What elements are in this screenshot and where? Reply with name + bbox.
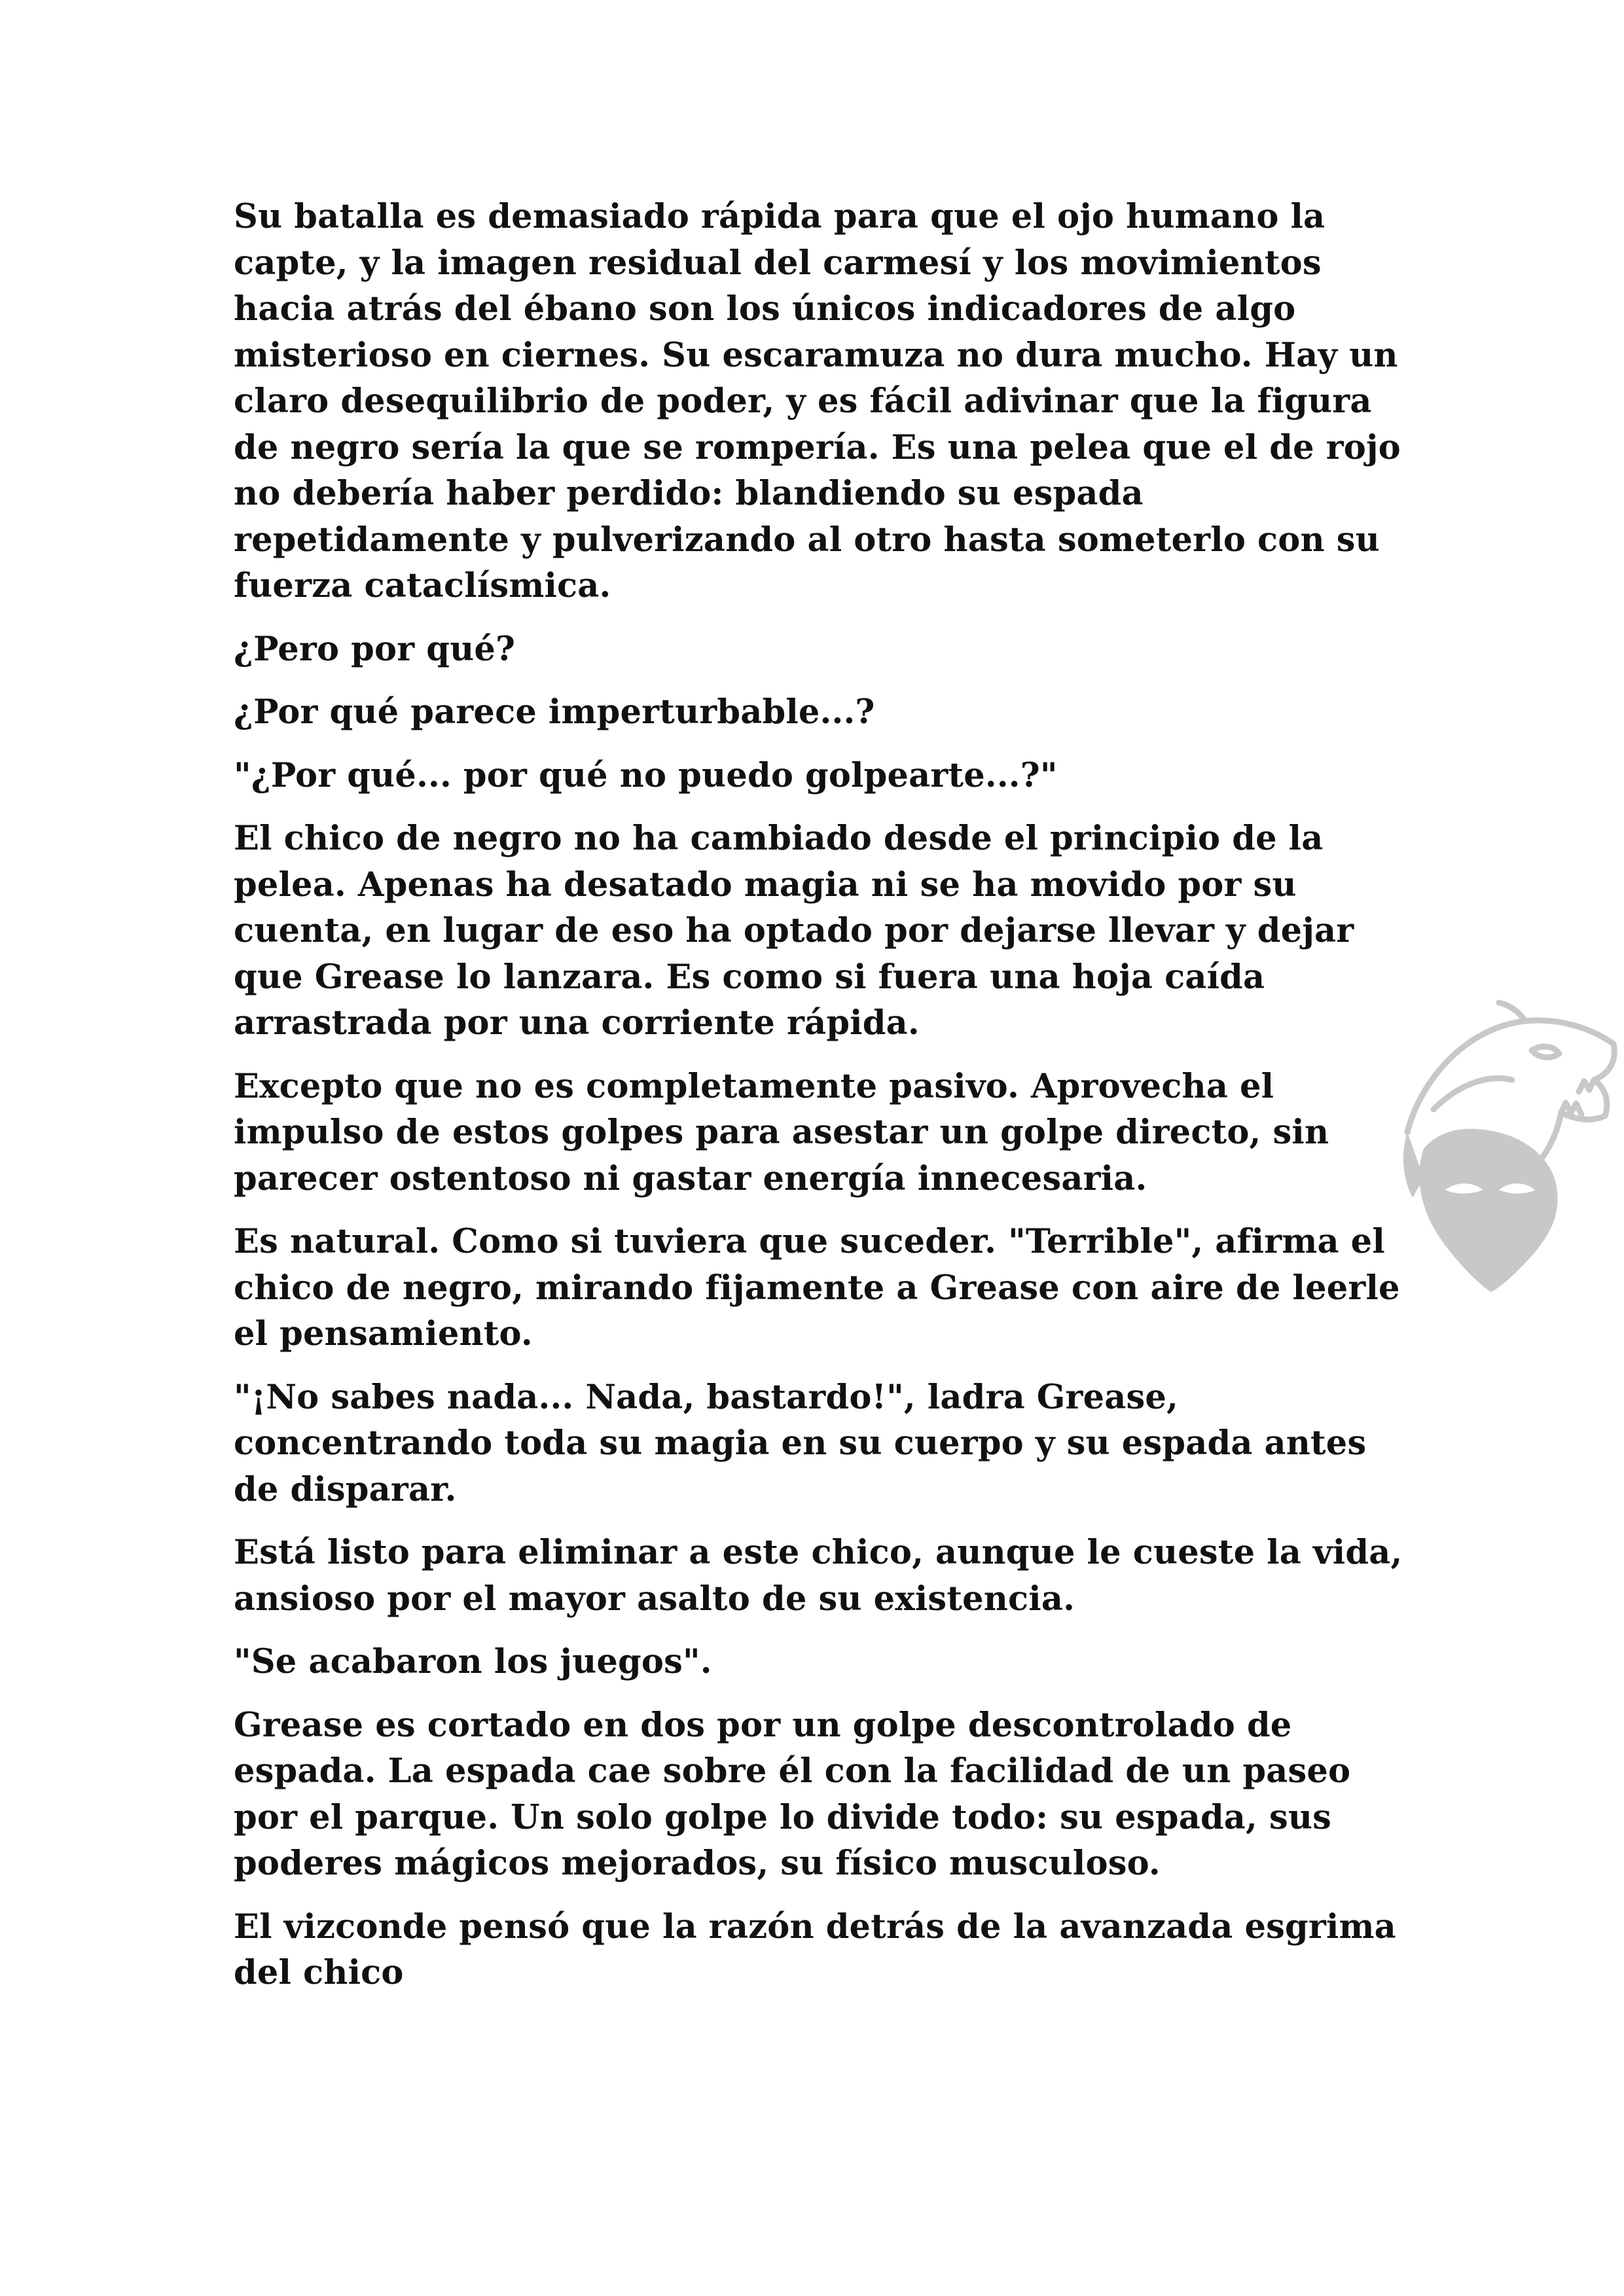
paragraph-5: El chico de negro no ha cambiado desde el principio de la pelea. Apenas ha desatado magia ni se ha movido por su cuenta, en lugar de eso ha optado por dejarse llevar y dejar que Grease lo lanzara. Es como si fuera una hoja caída arrastrada por una corriente rápida. xyxy=(234,819,1354,1043)
paragraph-1: Su batalla es demasiado rápida para que el ojo humano la capte, y la imagen residual del carmesí y los movimientos hacia atrás del ébano son los únicos indicadores de algo misterioso en ciernes. Su escaramuza no dura mucho. Hay un claro desequilibrio de poder, y es fácil adivinar que la figura de negro sería la que se rompería. Es una pelea que el de rojo no debería haber perdido: blandiendo su espada repetidamente y pulverizando al otro hasta someterlo con su fuerza cataclísmica. xyxy=(234,197,1401,605)
dinosaur-logo-icon xyxy=(1394,982,1620,1293)
paragraph-2: ¿Pero por qué? xyxy=(234,629,516,669)
paragraph-9: Está listo para eliminar a este chico, aunque le cueste la vida, ansioso por el mayor asalto de su existencia. xyxy=(234,1533,1403,1619)
paragraph-7: Es natural. Como si tuviera que suceder. "Terrible", afirma el chico de negro, mirando fijamente a Grease con aire de leerle el pensamiento. xyxy=(234,1222,1400,1354)
paragraph-10: "Se acabaron los juegos". xyxy=(234,1642,712,1681)
paragraph-6: Excepto que no es completamente pasivo. Aprovecha el impulso de estos golpes para asestar un golpe directo, sin parecer ostentoso ni gastar energía innecesaria. xyxy=(234,1066,1329,1198)
paragraph-8: "¡No sabes nada... Nada, bastardo!", ladra Grease, concentrando toda su magia en su cuerpo y su espada antes de disparar. xyxy=(234,1377,1367,1509)
body-text xyxy=(234,194,1412,2013)
paragraph-11: Grease es cortado en dos por un golpe descontrolado de espada. La espada cae sobre él con la facilidad de un paseo por el parque. Un solo golpe lo divide todo: su espada, sus poderes mágicos mejorados, su físico musculoso. xyxy=(234,1705,1351,1883)
paragraph-3: ¿Por qué parece imperturbable...? xyxy=(234,692,875,732)
paragraph-12: El vizconde pensó que la razón detrás de la avanzada esgrima del chico xyxy=(234,1907,1396,1992)
paragraph-4: "¿Por qué... por qué no puedo golpearte...?" xyxy=(234,755,1058,795)
